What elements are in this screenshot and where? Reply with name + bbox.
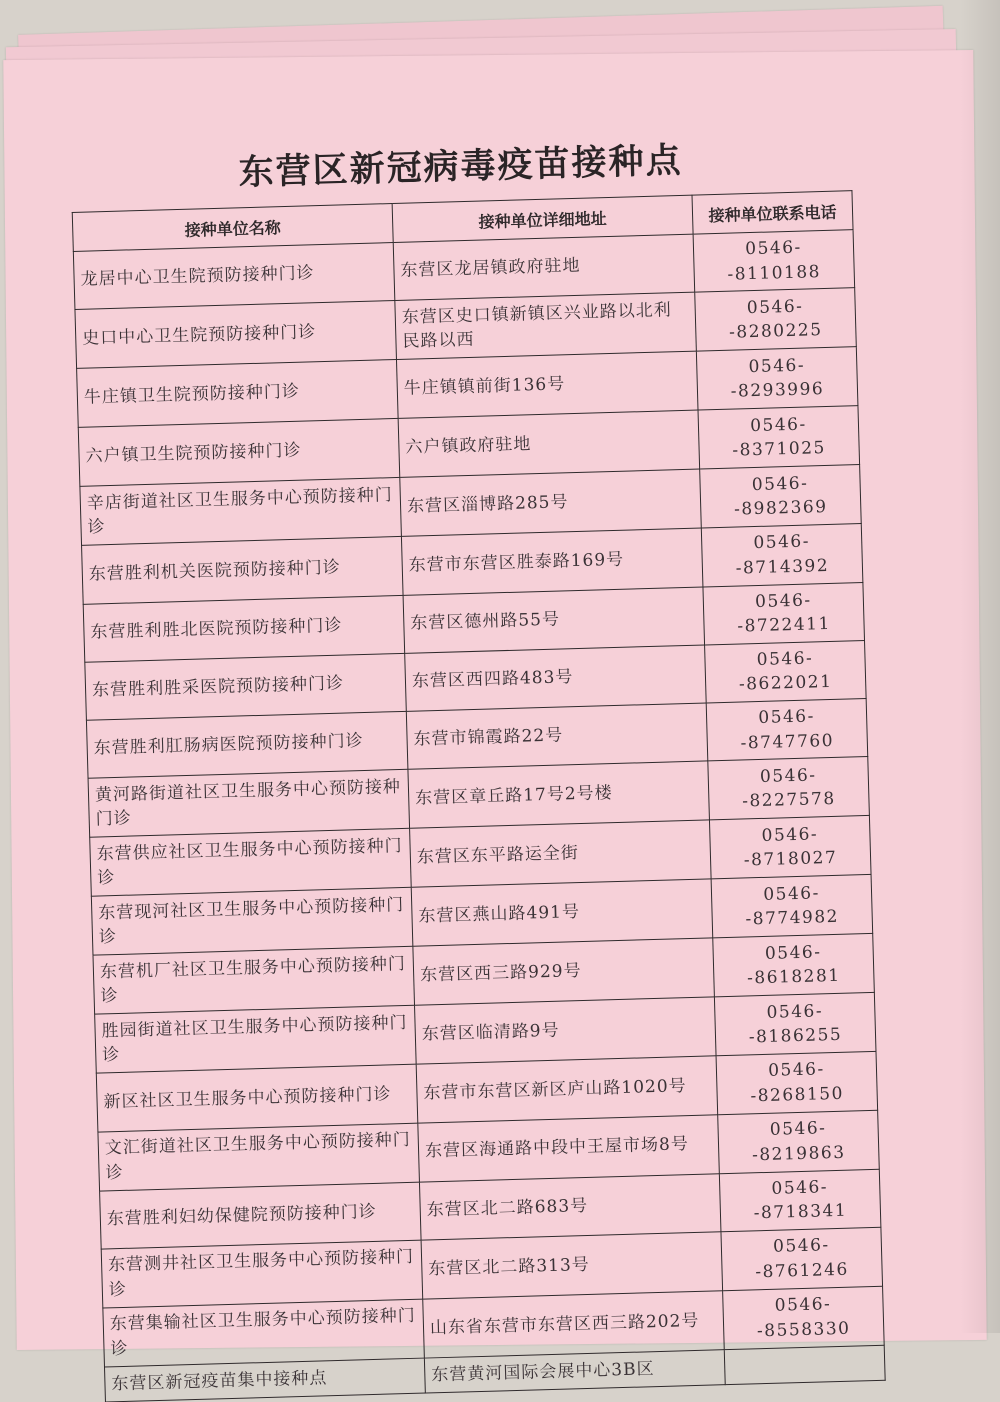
cell-name: 六户镇卫生院预防接种门诊 <box>78 419 400 487</box>
cell-name: 东营胜利胜采医院预防接种门诊 <box>85 653 407 720</box>
cell-phone: 0546--8186255 <box>714 993 876 1056</box>
cell-name: 东营胜利肛肠病医院预防接种门诊 <box>86 711 408 778</box>
cell-phone: 0546--8622021 <box>705 640 867 703</box>
cell-name: 东营测井社区卫生服务中心预防接种门诊 <box>101 1240 423 1308</box>
cell-address: 东营区西三路929号 <box>413 938 715 1005</box>
photo-shadow <box>960 0 1000 1333</box>
cell-address: 东营区海通路中段中王屋市场8号 <box>418 1114 720 1181</box>
cell-name: 东营胜利机关医院预防接种门诊 <box>82 537 404 604</box>
column-header-phone: 接种单位联系电话 <box>692 191 853 234</box>
cell-address: 六户镇政府驻地 <box>398 410 700 477</box>
cell-address: 东营市锦霞路22号 <box>406 703 708 770</box>
document <box>70 128 885 1402</box>
cell-address: 东营区东平路运全街 <box>410 820 712 887</box>
column-header-address: 接种单位详细地址 <box>392 195 693 242</box>
cell-name: 辛店街道社区卫生服务中心预防接种门诊 <box>80 478 402 546</box>
vaccination-sites-table <box>72 190 886 1402</box>
cell-phone: 0546--8371025 <box>698 406 860 469</box>
cell-phone: 0546--8268150 <box>716 1052 878 1115</box>
cell-phone <box>724 1345 885 1384</box>
cell-phone: 0546--8718027 <box>709 816 871 879</box>
cell-name: 龙居中心卫生院预防接种门诊 <box>73 243 395 310</box>
cell-name: 东营机厂社区卫生服务中心预防接种门诊 <box>93 947 415 1015</box>
cell-address: 东营区北二路313号 <box>421 1232 723 1299</box>
cell-phone: 0546--8219863 <box>718 1110 880 1173</box>
cell-name: 东营区新冠疫苗集中接种点 <box>104 1358 425 1402</box>
cell-address: 东营区德州路55号 <box>403 587 705 654</box>
cell-phone: 0546--8714392 <box>701 524 863 587</box>
cell-phone: 0546--8747760 <box>706 699 868 762</box>
cell-address: 东营区北二路683号 <box>419 1173 721 1240</box>
cell-address: 东营区章丘路17号2号楼 <box>408 761 710 828</box>
cell-address: 牛庄镇镇前街136号 <box>396 351 698 418</box>
cell-phone: 0546--8618281 <box>713 934 875 997</box>
cell-address: 东营区龙居镇政府驻地 <box>393 234 695 301</box>
cell-address: 东营市东营区新区庐山路1020号 <box>416 1056 718 1123</box>
cell-name: 史口中心卫生院预防接种门诊 <box>75 301 397 369</box>
cell-phone: 0546--8722411 <box>703 582 865 645</box>
cell-name: 东营供应社区卫生服务中心预防接种门诊 <box>90 829 412 897</box>
cell-phone: 0546--8227578 <box>708 757 870 820</box>
cell-address: 东营黄河国际会展中心3B区 <box>424 1350 725 1393</box>
cell-address: 东营市东营区胜泰路169号 <box>401 528 703 595</box>
cell-address: 东营区淄博路285号 <box>400 469 702 536</box>
cell-address: 山东省东营市东营区西三路202号 <box>423 1291 725 1358</box>
cell-name: 东营现河社区卫生服务中心预防接种门诊 <box>91 888 413 956</box>
cell-phone: 0546--8293996 <box>696 347 858 410</box>
cell-name: 东营集输社区卫生服务中心预防接种门诊 <box>103 1299 425 1367</box>
cell-address: 东营区临清路9号 <box>415 997 717 1064</box>
cell-phone: 0546--8761246 <box>721 1227 883 1290</box>
cell-name: 东营胜利妇幼保健院预防接种门诊 <box>100 1182 422 1249</box>
cell-name: 东营胜利胜北医院预防接种门诊 <box>83 595 405 662</box>
cell-phone: 0546--8982369 <box>700 465 862 528</box>
column-header-name: 接种单位名称 <box>72 204 393 252</box>
cell-address: 东营区西四路483号 <box>405 645 707 712</box>
cell-name: 新区社区卫生服务中心预防接种门诊 <box>96 1065 418 1132</box>
cell-name: 牛庄镇卫生院预防接种门诊 <box>77 360 399 428</box>
cell-phone: 0546--8558330 <box>723 1286 885 1349</box>
cell-name: 胜园街道社区卫生服务中心预防接种门诊 <box>95 1006 417 1074</box>
cell-phone: 0546--8774982 <box>711 875 873 938</box>
cell-address: 东营区史口镇新镇区兴业路以北利民路以西 <box>395 292 697 359</box>
cell-name: 文汇街道社区卫生服务中心预防接种门诊 <box>98 1123 420 1191</box>
page-title: 东营区新冠病毒疫苗接种点 <box>238 139 684 194</box>
cell-phone: 0546--8280225 <box>695 288 857 351</box>
cell-phone: 0546--8110188 <box>693 230 855 293</box>
cell-address: 东营区燕山路491号 <box>411 879 713 946</box>
cell-phone: 0546--8718341 <box>719 1169 881 1232</box>
cell-name: 黄河路街道社区卫生服务中心预防接种门诊 <box>88 770 410 838</box>
